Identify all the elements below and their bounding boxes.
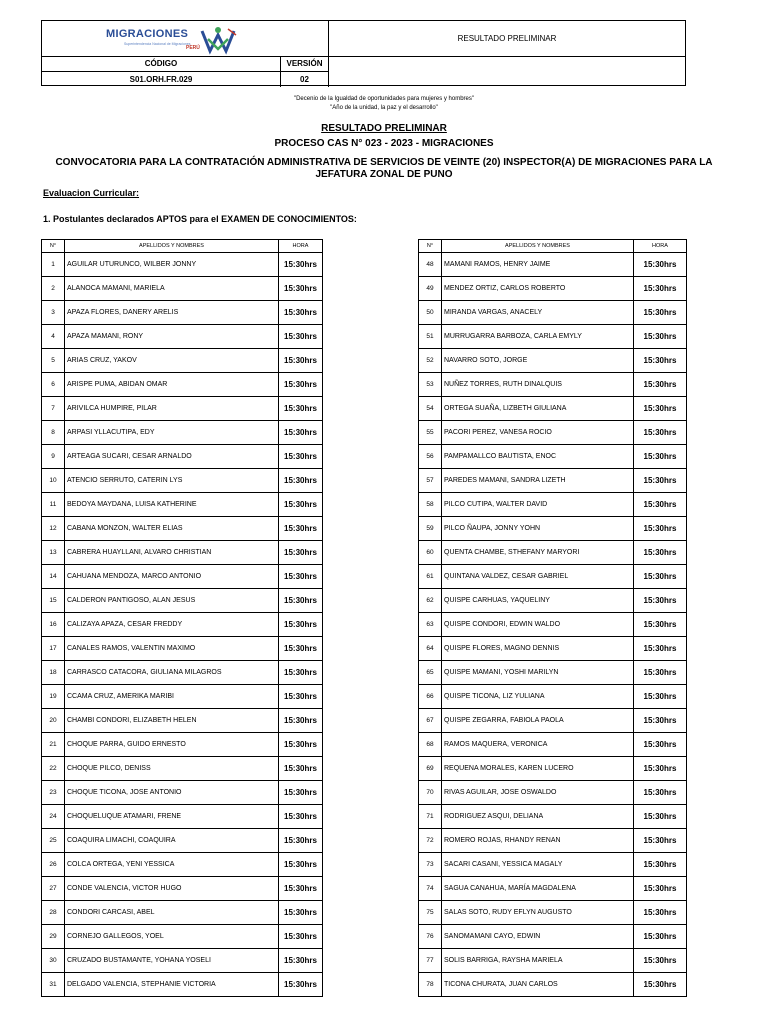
table-row xyxy=(42,301,323,325)
table-row xyxy=(42,325,323,349)
row-number: 19 xyxy=(42,685,65,709)
applicant-name: QUISPE FLORES, MAGNO DENNIS xyxy=(442,637,634,661)
applicant-name: ROMERO ROJAS, RHANDY RENAN xyxy=(442,829,634,853)
row-number: 78 xyxy=(419,973,442,997)
row-number: 61 xyxy=(419,565,442,589)
applicant-name: QUISPE MAMANI, YOSHI MARILYN xyxy=(442,661,634,685)
exam-time: 15:30hrs xyxy=(634,397,687,421)
table-row xyxy=(42,901,323,925)
table-row xyxy=(42,397,323,421)
exam-time: 15:30hrs xyxy=(634,949,687,973)
table-row xyxy=(419,613,687,637)
exam-time: 15:30hrs xyxy=(279,565,323,589)
row-number: 75 xyxy=(419,901,442,925)
table-row xyxy=(42,613,323,637)
row-number: 66 xyxy=(419,685,442,709)
applicant-name: CHOQUE PARRA, GUIDO ERNESTO xyxy=(65,733,279,757)
applicant-name: QUISPE ZEGARRA, FABIOLA PAOLA xyxy=(442,709,634,733)
exam-time: 15:30hrs xyxy=(279,637,323,661)
applicant-name: BEDOYA MAYDANA, LUISA KATHERINE xyxy=(65,493,279,517)
applicant-name: SALAS SOTO, RUDY EFLYN AUGUSTO xyxy=(442,901,634,925)
exam-time: 15:30hrs xyxy=(634,733,687,757)
exam-time: 15:30hrs xyxy=(279,901,323,925)
document-header xyxy=(41,20,686,86)
row-number: 28 xyxy=(42,901,65,925)
exam-time: 15:30hrs xyxy=(279,493,323,517)
row-number: 5 xyxy=(42,349,65,373)
exam-time: 15:30hrs xyxy=(279,781,323,805)
exam-time: 15:30hrs xyxy=(634,301,687,325)
exam-time: 15:30hrs xyxy=(634,637,687,661)
applicant-name: QUINTANA VALDEZ, CESAR GABRIEL xyxy=(442,565,634,589)
logo-mark-icon xyxy=(198,25,238,55)
applicant-name: MIRANDA VARGAS, ANACELY xyxy=(442,301,634,325)
exam-time: 15:30hrs xyxy=(279,805,323,829)
table-row xyxy=(419,421,687,445)
table-row xyxy=(42,685,323,709)
table-row xyxy=(42,445,323,469)
applicant-name: PACORI PEREZ, VANESA ROCIO xyxy=(442,421,634,445)
exam-time: 15:30hrs xyxy=(279,925,323,949)
header-num: N° xyxy=(419,240,442,253)
exam-time: 15:30hrs xyxy=(279,709,323,733)
applicant-name: TICONA CHURATA, JUAN CARLOS xyxy=(442,973,634,997)
table-row xyxy=(42,853,323,877)
applicant-name: CANALES RAMOS, VALENTIN MAXIMO xyxy=(65,637,279,661)
exam-time: 15:30hrs xyxy=(634,781,687,805)
row-number: 58 xyxy=(419,493,442,517)
row-number: 54 xyxy=(419,397,442,421)
table-header-row xyxy=(419,240,687,253)
exam-time: 15:30hrs xyxy=(634,469,687,493)
motto-line-2: "Año de la unidad, la paz y el desarrollo" xyxy=(330,105,438,111)
exam-time: 15:30hrs xyxy=(634,445,687,469)
row-number: 17 xyxy=(42,637,65,661)
applicant-name: PILCO ÑAUPA, JONNY YOHN xyxy=(442,517,634,541)
evaluation-label: Evaluacion Curricular: xyxy=(43,188,140,198)
applicant-name: REQUENA MORALES, KAREN LUCERO xyxy=(442,757,634,781)
table-row xyxy=(419,589,687,613)
table-row xyxy=(419,925,687,949)
main-title xyxy=(40,123,728,134)
table-row xyxy=(419,397,687,421)
applicant-name: MAMANI RAMOS, HENRY JAIME xyxy=(442,253,634,277)
exam-time: 15:30hrs xyxy=(634,661,687,685)
applicant-name: COAQUIRA LIMACHI, COAQUIRA xyxy=(65,829,279,853)
table-row xyxy=(42,517,323,541)
applicant-name: CHOQUE PILCO, DENISS xyxy=(65,757,279,781)
row-number: 22 xyxy=(42,757,65,781)
exam-time: 15:30hrs xyxy=(279,301,323,325)
applicant-name: MENDEZ ORTIZ, CARLOS ROBERTO xyxy=(442,277,634,301)
table-row xyxy=(42,781,323,805)
row-number: 23 xyxy=(42,781,65,805)
applicant-name: QUISPE TICONA, LIZ YULIANA xyxy=(442,685,634,709)
row-number: 72 xyxy=(419,829,442,853)
exam-time: 15:30hrs xyxy=(279,349,323,373)
exam-time: 15:30hrs xyxy=(634,829,687,853)
row-number: 2 xyxy=(42,277,65,301)
applicant-name: ARIVILCA HUMPIRE, PILAR xyxy=(65,397,279,421)
applicant-name: RAMOS MAQUERA, VERONICA xyxy=(442,733,634,757)
exam-time: 15:30hrs xyxy=(279,613,323,637)
exam-time: 15:30hrs xyxy=(634,973,687,997)
row-number: 76 xyxy=(419,925,442,949)
row-number: 8 xyxy=(42,421,65,445)
exam-time: 15:30hrs xyxy=(634,565,687,589)
exam-time: 15:30hrs xyxy=(634,493,687,517)
table-row xyxy=(42,805,323,829)
row-number: 13 xyxy=(42,541,65,565)
applicant-name: RODRIGUEZ ASQUI, DELIANA xyxy=(442,805,634,829)
row-number: 31 xyxy=(42,973,65,997)
row-number: 20 xyxy=(42,709,65,733)
applicant-name: SACARI CASANI, YESSICA MAGALY xyxy=(442,853,634,877)
row-number: 16 xyxy=(42,613,65,637)
applicant-name: AGUILAR UTURUNCO, WILBER JONNY xyxy=(65,253,279,277)
header-name: APELLIDOS Y NOMBRES xyxy=(442,240,634,253)
row-number: 27 xyxy=(42,877,65,901)
row-number: 11 xyxy=(42,493,65,517)
table-row xyxy=(42,877,323,901)
table-row xyxy=(419,517,687,541)
header-name: APELLIDOS Y NOMBRES xyxy=(65,240,279,253)
table-row xyxy=(419,853,687,877)
row-number: 68 xyxy=(419,733,442,757)
version-value: 02 xyxy=(281,72,329,87)
code-value: S01.ORH.FR.029 xyxy=(42,72,281,87)
row-number: 70 xyxy=(419,781,442,805)
table-row xyxy=(419,709,687,733)
table-row xyxy=(419,685,687,709)
row-number: 21 xyxy=(42,733,65,757)
row-number: 12 xyxy=(42,517,65,541)
applicant-name: ARTEAGA SUCARI, CESAR ARNALDO xyxy=(65,445,279,469)
exam-time: 15:30hrs xyxy=(634,709,687,733)
table-row xyxy=(42,973,323,997)
row-number: 29 xyxy=(42,925,65,949)
table-header-row xyxy=(42,240,323,253)
row-number: 14 xyxy=(42,565,65,589)
process-title: PROCESO CAS N° 023 - 2023 - MIGRACIONES xyxy=(274,138,494,149)
header-title: RESULTADO PRELIMINAR xyxy=(329,21,685,57)
row-number: 55 xyxy=(419,421,442,445)
applicant-name: ALANOCA MAMANI, MARIELA xyxy=(65,277,279,301)
exam-time: 15:30hrs xyxy=(279,661,323,685)
exam-time: 15:30hrs xyxy=(634,877,687,901)
exam-time: 15:30hrs xyxy=(279,373,323,397)
header-num: N° xyxy=(42,240,65,253)
row-number: 73 xyxy=(419,853,442,877)
table-row xyxy=(419,973,687,997)
table-row xyxy=(419,349,687,373)
row-number: 50 xyxy=(419,301,442,325)
table-row xyxy=(419,829,687,853)
applicants-table-left xyxy=(41,239,323,997)
applicant-name: CALIZAYA APAZA, CESAR FREDDY xyxy=(65,613,279,637)
table-row xyxy=(419,445,687,469)
table-row xyxy=(419,949,687,973)
applicant-name: CORNEJO GALLEGOS, YOEL xyxy=(65,925,279,949)
row-number: 69 xyxy=(419,757,442,781)
table-row xyxy=(419,373,687,397)
exam-time: 15:30hrs xyxy=(279,277,323,301)
applicant-name: PAMPAMALLCO BAUTISTA, ENOC xyxy=(442,445,634,469)
exam-time: 15:30hrs xyxy=(279,685,323,709)
applicant-name: QUISPE CARHUAS, YAQUELINY xyxy=(442,589,634,613)
table-row xyxy=(419,493,687,517)
applicant-name: RIVAS AGUILAR, JOSE OSWALDO xyxy=(442,781,634,805)
row-number: 25 xyxy=(42,829,65,853)
table-row xyxy=(419,781,687,805)
applicant-name: CALDERON PANTIGOSO, ALAN JESUS xyxy=(65,589,279,613)
applicant-name: CHOQUELUQUE ATAMARI, FRENE xyxy=(65,805,279,829)
row-number: 1 xyxy=(42,253,65,277)
applicant-name: CCAMA CRUZ, AMERIKA MARIBI xyxy=(65,685,279,709)
row-number: 77 xyxy=(419,949,442,973)
exam-time: 15:30hrs xyxy=(634,541,687,565)
applicant-name: APAZA FLORES, DANERY ARELIS xyxy=(65,301,279,325)
row-number: 9 xyxy=(42,445,65,469)
table-row xyxy=(42,373,323,397)
exam-time: 15:30hrs xyxy=(634,613,687,637)
applicant-name: COLCA ORTEGA, YENI YESSICA xyxy=(65,853,279,877)
logo-cell xyxy=(42,21,329,57)
applicant-name: MURRUGARRA BARBOZA, CARLA EMYLY xyxy=(442,325,634,349)
row-number: 74 xyxy=(419,877,442,901)
exam-time: 15:30hrs xyxy=(634,589,687,613)
table-row xyxy=(419,301,687,325)
table-row xyxy=(419,733,687,757)
table-row xyxy=(42,493,323,517)
logo-country: PERÚ xyxy=(186,45,200,51)
exam-time: 15:30hrs xyxy=(634,373,687,397)
applicant-name: CHOQUE TICONA, JOSE ANTONIO xyxy=(65,781,279,805)
applicant-name: CARRASCO CATACORA, GIULIANA MILAGROS xyxy=(65,661,279,685)
row-number: 51 xyxy=(419,325,442,349)
row-number: 48 xyxy=(419,253,442,277)
code-label-row xyxy=(42,57,329,72)
table-row xyxy=(42,829,323,853)
table-row xyxy=(42,637,323,661)
mottos xyxy=(0,95,768,113)
table-row xyxy=(419,901,687,925)
code-label: CÓDIGO xyxy=(42,57,281,72)
applicant-name: DELGADO VALENCIA, STEPHANIE VICTORIA xyxy=(65,973,279,997)
applicant-name: ARPASI YLLACUTIPA, EDY xyxy=(65,421,279,445)
table-row xyxy=(419,637,687,661)
exam-time: 15:30hrs xyxy=(279,325,323,349)
exam-time: 15:30hrs xyxy=(634,349,687,373)
row-number: 53 xyxy=(419,373,442,397)
applicant-name: PILCO CUTIPA, WALTER DAVID xyxy=(442,493,634,517)
row-number: 67 xyxy=(419,709,442,733)
exam-time: 15:30hrs xyxy=(279,517,323,541)
table-row xyxy=(42,565,323,589)
table-row xyxy=(42,733,323,757)
exam-time: 15:30hrs xyxy=(279,949,323,973)
applicant-name: QUENTA CHAMBE, STHEFANY MARYORI xyxy=(442,541,634,565)
row-number: 52 xyxy=(419,349,442,373)
table-row xyxy=(419,325,687,349)
applicant-name: CABANA MONZON, WALTER ELIAS xyxy=(65,517,279,541)
applicant-name: SANOMAMANI CAYO, EDWIN xyxy=(442,925,634,949)
applicant-name: ARIAS CRUZ, YAKOV xyxy=(65,349,279,373)
exam-time: 15:30hrs xyxy=(634,277,687,301)
row-number: 57 xyxy=(419,469,442,493)
table-row xyxy=(42,541,323,565)
table-row xyxy=(42,253,323,277)
row-number: 6 xyxy=(42,373,65,397)
table-row xyxy=(419,277,687,301)
table-row xyxy=(42,757,323,781)
applicants-table-right xyxy=(418,239,687,997)
exam-time: 15:30hrs xyxy=(279,589,323,613)
row-number: 7 xyxy=(42,397,65,421)
exam-time: 15:30hrs xyxy=(279,541,323,565)
table-row xyxy=(419,661,687,685)
exam-time: 15:30hrs xyxy=(634,517,687,541)
row-number: 10 xyxy=(42,469,65,493)
row-number: 59 xyxy=(419,517,442,541)
row-number: 4 xyxy=(42,325,65,349)
exam-time: 15:30hrs xyxy=(279,445,323,469)
row-number: 15 xyxy=(42,589,65,613)
exam-time: 15:30hrs xyxy=(279,733,323,757)
row-number: 3 xyxy=(42,301,65,325)
table-row xyxy=(419,805,687,829)
applicant-name: APAZA MAMANI, RONY xyxy=(65,325,279,349)
table-row xyxy=(419,469,687,493)
exam-time: 15:30hrs xyxy=(634,853,687,877)
applicant-name: NAVARRO SOTO, JORGE xyxy=(442,349,634,373)
migraciones-logo xyxy=(106,25,276,55)
exam-time: 15:30hrs xyxy=(634,421,687,445)
header-time: HORA xyxy=(634,240,687,253)
row-number: 26 xyxy=(42,853,65,877)
row-number: 65 xyxy=(419,661,442,685)
applicant-name: SOLIS BARRIGA, RAYSHA MARIELA xyxy=(442,949,634,973)
logo-name: MIGRACIONES xyxy=(106,28,189,40)
exam-time: 15:30hrs xyxy=(634,685,687,709)
table-row xyxy=(42,469,323,493)
row-number: 30 xyxy=(42,949,65,973)
table-row xyxy=(419,253,687,277)
table-row xyxy=(42,421,323,445)
table-row xyxy=(419,541,687,565)
table-row xyxy=(42,925,323,949)
table-row xyxy=(42,949,323,973)
exam-time: 15:30hrs xyxy=(634,925,687,949)
row-number: 64 xyxy=(419,637,442,661)
applicant-name: SAGUA CANAHUA, MARÍA MAGDALENA xyxy=(442,877,634,901)
applicant-name: QUISPE CONDORI, EDWIN WALDO xyxy=(442,613,634,637)
row-number: 56 xyxy=(419,445,442,469)
applicant-name: PAREDES MAMANI, SANDRA LIZETH xyxy=(442,469,634,493)
applicant-name: CHAMBI CONDORI, ELIZABETH HELEN xyxy=(65,709,279,733)
exam-time: 15:30hrs xyxy=(279,973,323,997)
exam-time: 15:30hrs xyxy=(634,757,687,781)
applicant-name: CAHUANA MENDOZA, MARCO ANTONIO xyxy=(65,565,279,589)
exam-time: 15:30hrs xyxy=(279,853,323,877)
applicant-name: ATENCIO SERRUTO, CATERIN LYS xyxy=(65,469,279,493)
exam-time: 15:30hrs xyxy=(279,877,323,901)
code-value-row xyxy=(42,72,329,87)
logo-tagline: Superintendencia Nacional de Migraciones xyxy=(124,42,191,46)
applicant-name: ARISPE PUMA, ABIDAN OMAR xyxy=(65,373,279,397)
row-number: 60 xyxy=(419,541,442,565)
exam-time: 15:30hrs xyxy=(279,757,323,781)
table-row xyxy=(42,661,323,685)
table-row xyxy=(419,565,687,589)
applicant-name: ORTEGA SUAÑA, LIZBETH GIULIANA xyxy=(442,397,634,421)
exam-time: 15:30hrs xyxy=(634,901,687,925)
motto-line-1: "Decenio de la Igualdad de oportunidades para mujeres y hombres" xyxy=(293,96,475,102)
table-row xyxy=(42,349,323,373)
exam-time: 15:30hrs xyxy=(279,421,323,445)
row-number: 71 xyxy=(419,805,442,829)
section-label: 1. Postulantes declarados APTOS para el EXAMEN DE CONOCIMIENTOS: xyxy=(43,214,357,224)
applicant-name: CRUZADO BUSTAMANTE, YOHANA YOSELI xyxy=(65,949,279,973)
table-row xyxy=(419,757,687,781)
exam-time: 15:30hrs xyxy=(279,397,323,421)
exam-time: 15:30hrs xyxy=(279,469,323,493)
call-title: CONVOCATORIA PARA LA CONTRATACIÓN ADMINISTRATIVA DE SERVICIOS DE VEINTE (20) INSPECTOR(A) DE MIGRACIONES PARA LA JEFATURA ZONAL DE PUNO xyxy=(55,157,713,180)
exam-time: 15:30hrs xyxy=(634,325,687,349)
applicant-name: CABRERA HUAYLLANI, ALVARO CHRISTIAN xyxy=(65,541,279,565)
header-time: HORA xyxy=(279,240,323,253)
table-row xyxy=(42,589,323,613)
row-number: 18 xyxy=(42,661,65,685)
row-number: 24 xyxy=(42,805,65,829)
applicant-name: CONDORI CARCASI, ABEL xyxy=(65,901,279,925)
applicant-name: NUÑEZ TORRES, RUTH DINALQUIS xyxy=(442,373,634,397)
main-title-text: RESULTADO PRELIMINAR xyxy=(321,123,447,134)
exam-time: 15:30hrs xyxy=(634,805,687,829)
table-row xyxy=(42,709,323,733)
row-number: 62 xyxy=(419,589,442,613)
exam-time: 15:30hrs xyxy=(634,253,687,277)
exam-time: 15:30hrs xyxy=(279,253,323,277)
table-row xyxy=(419,877,687,901)
applicant-name: CONDE VALENCIA, VICTOR HUGO xyxy=(65,877,279,901)
exam-time: 15:30hrs xyxy=(279,829,323,853)
row-number: 63 xyxy=(419,613,442,637)
row-number: 49 xyxy=(419,277,442,301)
table-row xyxy=(42,277,323,301)
version-label: VERSIÓN xyxy=(281,57,329,72)
